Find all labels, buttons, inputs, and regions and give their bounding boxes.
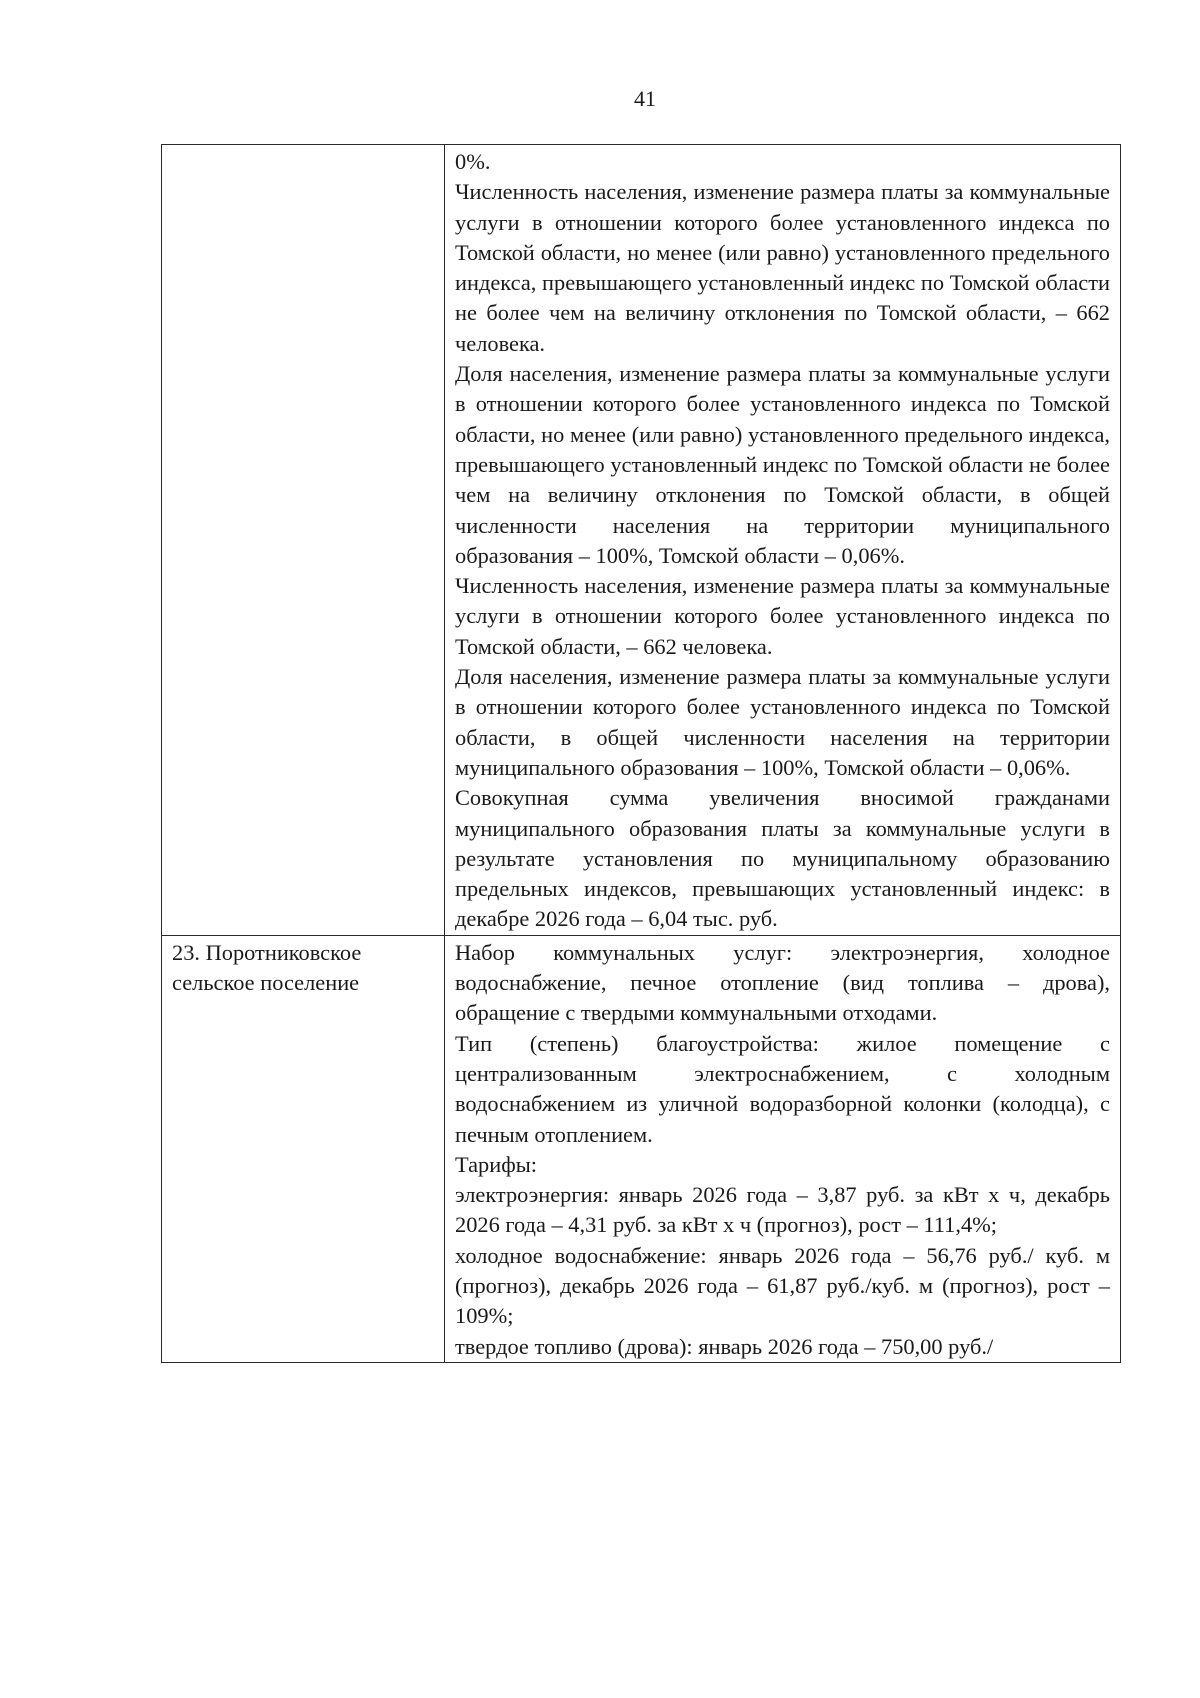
municipality-name: 23. Поротниковское сельское поселение <box>172 939 362 996</box>
paragraph: Тип (степень) благоустройства: жилое помещение с централизованным электроснабжением, с холодным водоснабжением из уличной водоразборной колонки (колодца), с печным отоплением. <box>455 1030 1110 1147</box>
paragraph: Совокупная сумма увеличения вносимой гражданами муниципального образования платы за коммунальные услуги в результате установления по муниципальному образованию предельных индексов, превышающих установленный индекс: в декабре 2026 года – 6,04 тыс. руб. <box>455 785 1110 932</box>
paragraph: Тарифы: <box>455 1151 538 1177</box>
table-row <box>162 935 1121 1362</box>
paragraph: 0%. <box>455 149 491 174</box>
indicators-table <box>161 144 1121 1363</box>
table-row <box>162 145 1121 936</box>
paragraph: Доля населения, изменение размера платы за коммунальные услуги в отношении которого более установленного индекса по Томской области, но менее (или равно) установленного предельного индекса, превышающего установленный индекс по Томской области не более чем на величину отклонения по Томской области, в общей численности населения на территории муниципального образования – 100%, Томской области – 0,06%. <box>455 361 1110 568</box>
description-cell <box>445 145 1121 936</box>
paragraph: Набор коммунальных услуг: электроэнергия, холодное водоснабжение, печное отопление (вид топлива – дрова), обращение с твердыми коммунальными отходами. <box>455 939 1110 1026</box>
municipality-cell <box>162 145 445 936</box>
municipality-cell <box>162 935 445 1362</box>
paragraph: Численность населения, изменение размера платы за коммунальные услуги в отношении которого более установленного индекса по Томской области, но менее (или равно) установленного предельного индекса, превышающего установленный индекс по Томской области не более чем на величину отклонения по Томской области, – 662 человека. <box>455 179 1110 356</box>
paragraph: Доля населения, изменение размера платы за коммунальные услуги в отношении которого более установленного индекса по Томской области, в общей численности населения на территории муниципального образования – 100%, Томской области – 0,06%. <box>455 664 1110 780</box>
paragraph: электроэнергия: январь 2026 года – 3,87 руб. за кВт х ч, декабрь 2026 года – 4,31 руб. за кВт х ч (прогноз), рост – 111,4%; <box>455 1182 1110 1238</box>
page-number: 41 <box>634 86 656 111</box>
paragraph: холодное водоснабжение: январь 2026 года – 56,76 руб./ куб. м (прогноз), декабрь 2026 года – 61,87 руб./куб. м (прогноз), рост – 109%; <box>455 1242 1110 1329</box>
paragraph: твердое топливо (дрова): январь 2026 года – 750,00 руб./ <box>455 1333 994 1359</box>
description-cell <box>445 935 1121 1362</box>
paragraph: Численность населения, изменение размера платы за коммунальные услуги в отношении которого более установленного индекса по Томской области, – 662 человека. <box>455 573 1110 659</box>
